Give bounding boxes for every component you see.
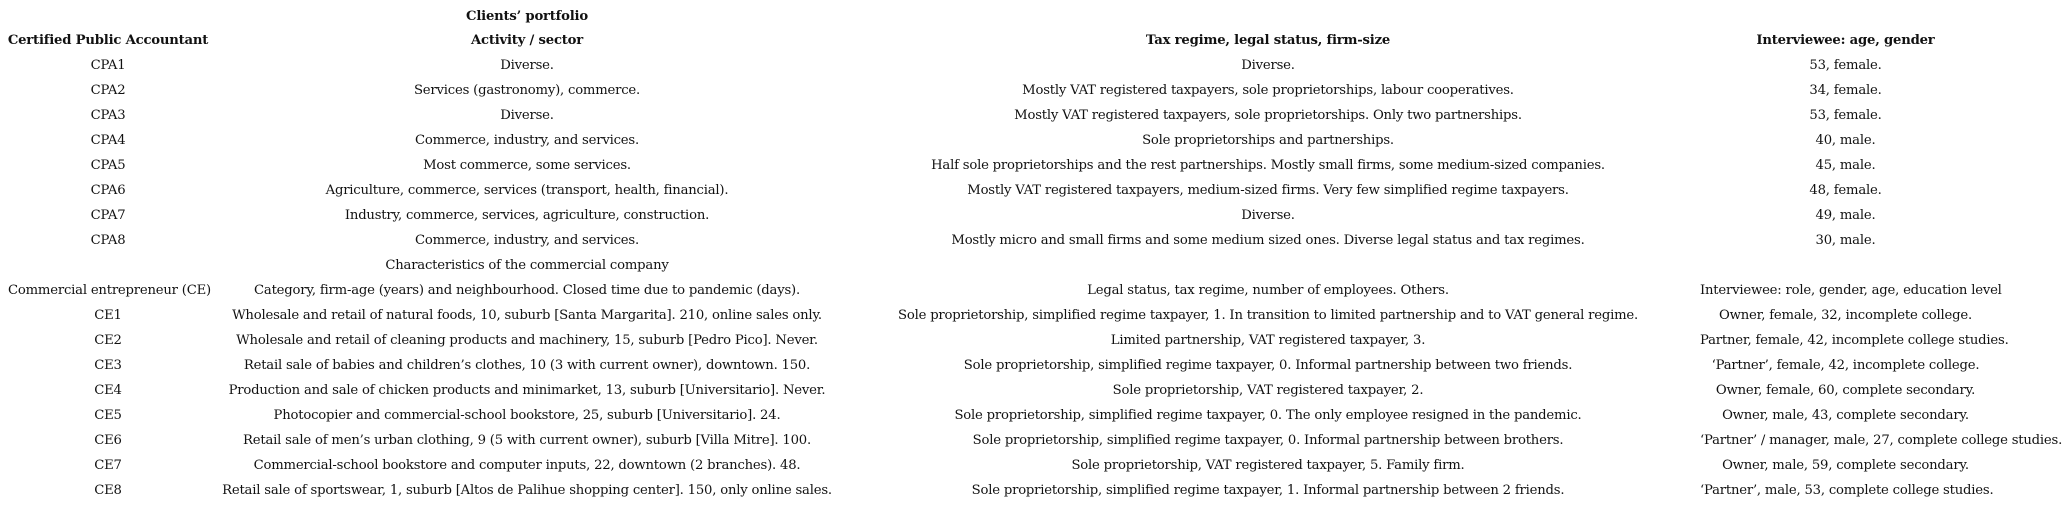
ce-cell-interviewee: ‘Partner’, male, 53, complete college studies. (1700, 483, 1994, 498)
ce-cell-category: Retail sale of sportswear, 1, suburb [Altos de Palihue shopping center]. 150, only online sales. (222, 483, 832, 498)
ce-super-header-row (0, 253, 1993, 278)
cpa-cell-activity: Diverse. (500, 108, 554, 123)
cpa-cell-tax: Mostly VAT registered taxpayers, sole proprietorships, labour cooperatives. (1022, 83, 1514, 98)
ce-cell-legal: Sole proprietorship, simplified regime taxpayer, 0. Informal partnership between brothers. (972, 433, 1564, 448)
cpa-super-header: Clients’ portfolio (466, 9, 588, 24)
cpa-cell-id: CPA4 (90, 133, 126, 148)
table-row (0, 353, 1993, 378)
cpa-cell-tax: Diverse. (1241, 58, 1295, 73)
cpa-cell-interviewee: 48, female. (1809, 183, 1882, 198)
ce-cell-legal: Sole proprietorship, simplified regime taxpayer, 1. In transition to limited partnership and to VAT general regime. (898, 308, 1638, 323)
ce-cell-legal: Sole proprietorship, simplified regime taxpayer, 0. The only employee resigned in the pandemic. (954, 408, 1582, 423)
table-row (0, 203, 1993, 228)
cpa-cell-interviewee: 53, female. (1809, 108, 1882, 123)
ce-cell-interviewee: Partner, female, 42, incomplete college studies. (1700, 333, 2009, 348)
interviewees-table (0, 6, 2062, 503)
ce-col-header-entrepreneur: Commercial entrepreneur (CE) (8, 283, 211, 298)
cpa-cell-interviewee: 40, male. (1815, 133, 1876, 148)
cpa-cell-tax: Mostly VAT registered taxpayers, sole proprietorships. Only two partnerships. (1014, 108, 1522, 123)
ce-col-header-category: Category, firm-age (years) and neighbourhood. Closed time due to pandemic (days). (254, 283, 800, 298)
ce-cell-category: Wholesale and retail of cleaning products and machinery, 15, suburb [Pedro Pico]. Never. (236, 333, 818, 348)
table-row (0, 378, 1993, 403)
ce-cell-legal: Sole proprietorship, VAT registered taxpayer, 5. Family firm. (1071, 458, 1465, 473)
table-row (0, 478, 1993, 503)
ce-cell-interviewee: ‘Partner’ / manager, male, 27, complete college studies. (1700, 433, 2062, 448)
cpa-col-header-tax: Tax regime, legal status, firm-size (1145, 33, 1391, 48)
ce-cell-interviewee: Owner, female, 32, incomplete college. (1719, 308, 1972, 323)
cpa-cell-id: CPA8 (90, 233, 126, 248)
cpa-cell-activity: Most commerce, some services. (423, 158, 631, 173)
cpa-cell-tax: Diverse. (1241, 208, 1295, 223)
cpa-cell-interviewee: 30, male. (1815, 233, 1876, 248)
cpa-cell-tax: Sole proprietorships and partnerships. (1142, 133, 1394, 148)
cpa-cell-id: CPA2 (90, 83, 126, 98)
ce-cell-interviewee: Owner, male, 59, complete secondary. (1722, 458, 1969, 473)
ce-cell-id: CE7 (94, 458, 122, 473)
ce-cell-id: CE3 (94, 358, 122, 373)
table-row (0, 328, 1993, 353)
cpa-cell-activity: Diverse. (500, 58, 554, 73)
table-row (0, 103, 1993, 128)
table-row (0, 153, 1993, 178)
cpa-super-header-row (0, 6, 1993, 28)
ce-col-header-interviewee: Interviewee: role, gender, age, education level (1700, 283, 2002, 298)
ce-cell-id: CE6 (94, 433, 122, 448)
cpa-col-header-activity: Activity / sector (470, 33, 584, 48)
ce-cell-category: Photocopier and commercial-school bookstore, 25, suburb [Universitario]. 24. (273, 408, 781, 423)
ce-col-header-legal: Legal status, tax regime, number of employees. Others. (1087, 283, 1449, 298)
ce-super-header: Characteristics of the commercial company (385, 258, 669, 273)
cpa-cell-interviewee: 53, female. (1809, 58, 1882, 73)
cpa-cell-id: CPA6 (90, 183, 126, 198)
ce-cell-id: CE8 (94, 483, 122, 498)
ce-cell-interviewee: ‘Partner’, female, 42, incomplete college. (1711, 358, 1980, 373)
cpa-cell-activity: Services (gastronomy), commerce. (413, 83, 641, 98)
table-row (0, 78, 1993, 103)
cpa-col-header-interviewee: Interviewee: age, gender (1756, 33, 1935, 48)
ce-cell-category: Commercial-school bookstore and computer inputs, 22, downtown (2 branches). 48. (253, 458, 801, 473)
ce-cell-category: Retail sale of babies and children’s clothes, 10 (3 with current owner), downtown. 150. (243, 358, 811, 373)
cpa-cell-activity: Commerce, industry, and services. (415, 133, 639, 148)
table-row (0, 303, 1993, 328)
ce-cell-legal: Limited partnership, VAT registered taxpayer, 3. (1110, 333, 1426, 348)
ce-cell-interviewee: Owner, female, 60, complete secondary. (1715, 383, 1976, 398)
ce-header-row (0, 278, 1993, 303)
ce-cell-id: CE1 (94, 308, 122, 323)
table-row (0, 428, 1993, 453)
table-row (0, 53, 1993, 78)
table-row (0, 228, 1993, 253)
cpa-cell-tax: Half sole proprietorships and the rest partnerships. Mostly small firms, some medium-sized companies. (931, 158, 1605, 173)
ce-cell-category: Retail sale of men’s urban clothing, 9 (5 with current owner), suburb [Villa Mitre]. 100. (243, 433, 811, 448)
ce-cell-legal: Sole proprietorship, VAT registered taxpayer, 2. (1112, 383, 1424, 398)
cpa-cell-interviewee: 34, female. (1809, 83, 1882, 98)
table-row (0, 128, 1993, 153)
cpa-cell-tax: Mostly VAT registered taxpayers, medium-sized firms. Very few simplified regime taxpayers. (967, 183, 1569, 198)
ce-cell-legal: Sole proprietorship, simplified regime taxpayer, 0. Informal partnership between two friends. (963, 358, 1573, 373)
ce-cell-category: Wholesale and retail of natural foods, 10, suburb [Santa Margarita]. 210, online sales only. (232, 308, 822, 323)
cpa-header-row (0, 28, 1993, 53)
table-row (0, 178, 1993, 203)
ce-cell-legal: Sole proprietorship, simplified regime taxpayer, 1. Informal partnership between 2 friends. (971, 483, 1565, 498)
ce-cell-category: Production and sale of chicken products and minimarket, 13, suburb [Universitario]. Never. (228, 383, 826, 398)
table-row (0, 453, 1993, 478)
ce-cell-interviewee: Owner, male, 43, complete secondary. (1722, 408, 1969, 423)
cpa-cell-activity: Commerce, industry, and services. (415, 233, 639, 248)
cpa-cell-id: CPA1 (90, 58, 126, 73)
cpa-cell-interviewee: 49, male. (1815, 208, 1876, 223)
ce-cell-id: CE5 (94, 408, 122, 423)
cpa-cell-interviewee: 45, male. (1815, 158, 1876, 173)
cpa-col-header-accountant: Certified Public Accountant (7, 33, 209, 48)
ce-rows (0, 303, 2062, 503)
cpa-cell-activity: Industry, commerce, services, agriculture, construction. (344, 208, 710, 223)
cpa-cell-id: CPA5 (90, 158, 126, 173)
cpa-cell-tax: Mostly micro and small firms and some medium sized ones. Diverse legal status and tax regimes. (951, 233, 1585, 248)
table-row (0, 403, 1993, 428)
cpa-cell-id: CPA7 (90, 208, 126, 223)
cpa-cell-activity: Agriculture, commerce, services (transport, health, financial). (325, 183, 729, 198)
ce-cell-id: CE4 (94, 383, 122, 398)
ce-cell-id: CE2 (94, 333, 122, 348)
cpa-rows (0, 53, 1993, 253)
cpa-cell-id: CPA3 (90, 108, 126, 123)
